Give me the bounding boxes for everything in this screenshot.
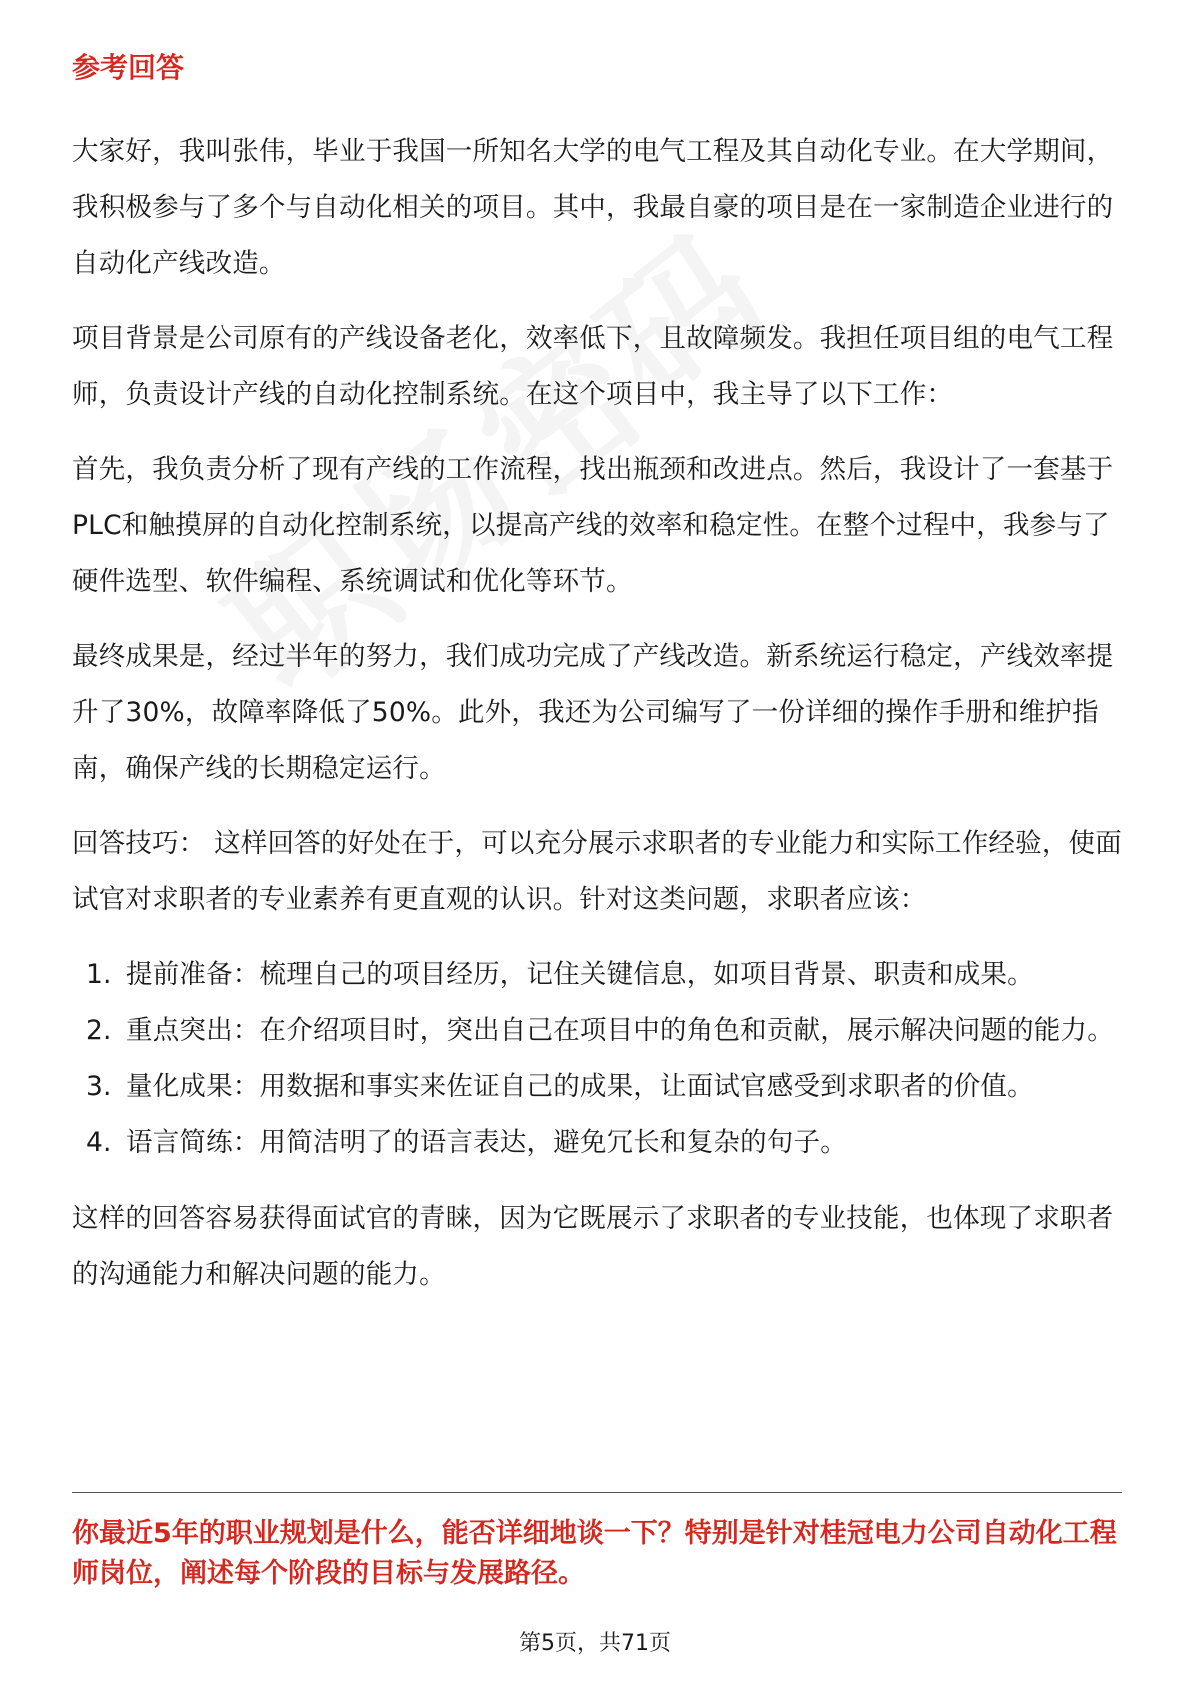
list-item-text: 语言简练：用简洁明了的语言表达，避免冗长和复杂的句子。 — [126, 1127, 847, 1158]
list-item-number: 4. — [86, 1127, 112, 1158]
next-question: 你最近5年的职业规划是什么，能否详细地谈一下？特别是针对桂冠电力公司自动化工程师岗位，阐述每个阶段的目标与发展路径。 — [72, 1518, 1117, 1589]
list-item — [72, 1003, 1122, 1059]
paragraph-conclusion: 这样的回答容易获得面试官的青睐，因为它既展示了求职者的专业技能，也体现了求职者的沟通能力和解决问题的能力。 — [72, 1203, 1114, 1290]
list-item — [72, 947, 1122, 1003]
list-item-text: 重点突出：在介绍项目时，突出自己在项目中的角色和贡献，展示解决问题的能力。 — [126, 1015, 1114, 1046]
page-footer: 第5页，共71页 — [519, 1631, 671, 1656]
section-divider — [72, 1492, 1122, 1493]
list-item-number: 3. — [86, 1071, 112, 1102]
paragraph-background: 项目背景是公司原有的产线设备老化，效率低下，且故障频发。我担任项目组的电气工程师，负责设计产线的自动化控制系统。在这个项目中，我主导了以下工作： — [72, 323, 1114, 410]
list-item-number: 1. — [86, 959, 112, 990]
paragraph-tips-intro: 回答技巧： 这样回答的好处在于，可以充分展示求职者的专业能力和实际工作经验，使面试官对求职者的专业素养有更直观的认识。针对这类问题，求职者应该： — [72, 828, 1122, 915]
tips-list — [72, 947, 1122, 1171]
answer-content — [72, 48, 1122, 1322]
paragraph-intro: 大家好，我叫张伟，毕业于我国一所知名大学的电气工程及其自动化专业。在大学期间，我积极参与了多个与自动化相关的项目。其中，我最自豪的项目是在一家制造企业进行的自动化产线改造。 — [72, 136, 1114, 279]
list-item-text: 提前准备：梳理自己的项目经历，记住关键信息，如项目背景、职责和成果。 — [126, 959, 1034, 990]
paragraph-work: 首先，我负责分析了现有产线的工作流程，找出瓶颈和改进点。然后，我设计了一套基于PLC和触摸屏的自动化控制系统，以提高产线的效率和稳定性。在整个过程中，我参与了硬件选型、软件编程、系统调试和优化等环节。 — [72, 454, 1114, 597]
list-item — [72, 1115, 1122, 1171]
section-title: 参考回答 — [72, 51, 185, 84]
list-item-number: 2. — [86, 1015, 112, 1046]
paragraph-result: 最终成果是，经过半年的努力，我们成功完成了产线改造。新系统运行稳定，产线效率提升了30%，故障率降低了50%。此外，我还为公司编写了一份详细的操作手册和维护指南，确保产线的长期稳定运行。 — [72, 641, 1114, 784]
list-item — [72, 1059, 1122, 1115]
list-item-text: 量化成果：用数据和事实来佐证自己的成果，让面试官感受到求职者的价值。 — [126, 1071, 1034, 1102]
